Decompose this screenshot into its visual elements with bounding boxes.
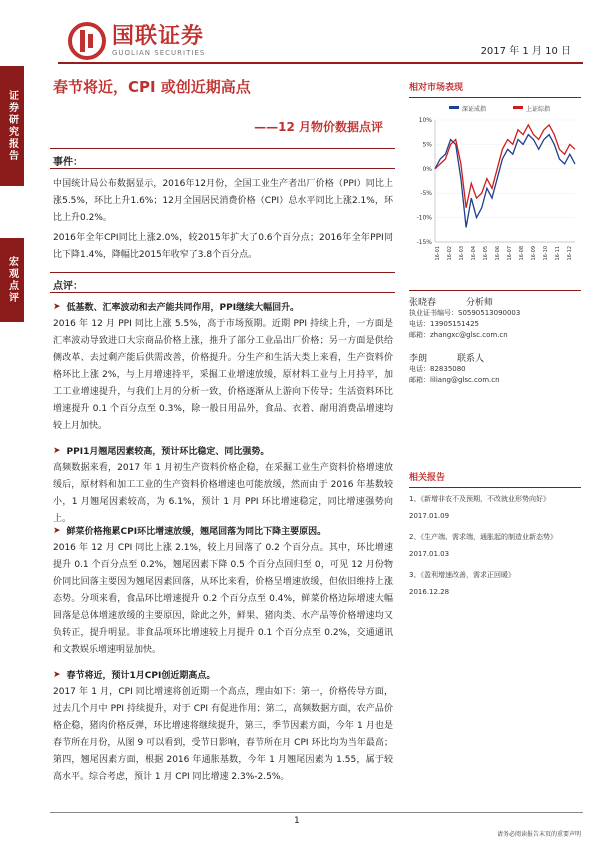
report-title: 春节将近，CPI 或创近期高点 [53, 78, 251, 96]
panel-divider [409, 487, 581, 488]
x-tick-label: 16-05 [483, 246, 489, 261]
legend-label: 深证成指 [462, 106, 487, 113]
y-tick-label: -10% [416, 214, 432, 222]
related-report-title[interactable]: 1、《新增非农不及预期，不改就业形势向好》 [409, 495, 550, 503]
analyst-1-email[interactable]: 邮箱：zhangxc@glsc.com.cn [409, 331, 508, 339]
arrow-bullet-icon: ➤ [53, 445, 61, 456]
x-tick-label: 16-12 [567, 246, 573, 261]
panel-divider [409, 290, 581, 291]
header-divider [58, 62, 583, 64]
analyst-2-phone: 电话：82835080 [409, 365, 466, 373]
x-tick-label: 16-07 [507, 246, 513, 261]
arrow-bullet-icon: ➤ [53, 301, 61, 312]
disclaimer-note: 请务必阅读报告末页的重要声明 [496, 831, 581, 838]
company-logo [68, 22, 205, 60]
report-subtitle: ——12 月物价数据点评 [254, 120, 383, 134]
series-line [435, 135, 575, 228]
bullet-cpi-peak [53, 668, 215, 681]
series-line [435, 125, 575, 208]
bullet-text: 低基数、汇率波动和去产能共同作用，PPI继续大幅回升。 [66, 303, 300, 313]
x-tick-label: 16-06 [495, 246, 501, 261]
page-number: 1 [294, 816, 300, 826]
arrow-bullet-icon: ➤ [53, 669, 61, 680]
market-performance-panel [409, 80, 581, 276]
legend-swatch [449, 106, 459, 109]
comment-paragraph-1: 2016 年 12 月 PPI 同比上涨 5.5%，高于市场预期。近期 PPI 持续上升，一方面是汇率波动导致进口大宗商品价格上涨，推升了部分工业品出厂价格；另一方面是供给侧改革、去过剩产能后供需改善，价格提升。分生产和生活大类上来看，生产资料价格环比上涨 2%，与上月增速持平，采掘工业增速放缓，原材料工业与上月持平，加工工业增速提升，与我们上月的分析一致，价格逐渐从上游向下传导；生活资料环比增速提升 0.1 个百分点至 0.3%，除一般日用品外，食品、衣着、耐用消费品增速均较上月加快。 [53, 319, 393, 431]
comment-paragraph-2: 高频数据来看，2017 年 1 月初生产资料价格企稳，在采掘工业生产资料价格增速放缓后，原材料和加工工业的生产资料价格增速也可能放缓，然而由于 2016 年基数较小，1 月翘尾因素较高，为 6.1%，预计 1 月 PPI 环比增速稳定，同比增速强势向上。 [53, 463, 393, 524]
related-report-date: 2017.01.03 [409, 550, 450, 558]
related-report-title[interactable]: 2、《生产端、需求端，通胀起的制造业新态势》 [409, 533, 557, 541]
event-paragraph-2: 2016年全年CPI同比上涨2.0%，较2015年扩大了0.6个百分点；2016年全年PPI同比下降1.4%，降幅比2015年收窄了3.8个百分点。 [53, 233, 393, 260]
related-reports-panel [409, 470, 581, 598]
y-tick-label: 5% [422, 141, 432, 149]
x-tick-label: 16-04 [471, 246, 477, 261]
bullet-text: 春节将近，预计1月CPI创近期高点。 [66, 671, 216, 681]
side-tab-research-report: 证券研究报告 [0, 66, 24, 186]
event-heading: 事件： [53, 157, 83, 168]
related-reports-heading: 相关报告 [409, 473, 446, 483]
related-report-date: 2017.01.09 [409, 512, 450, 520]
bullet-ppi-january [53, 444, 269, 457]
x-tick-label: 16-11 [555, 246, 561, 261]
analyst-1-role: 分析师 [466, 298, 494, 308]
analyst-1-cert: 执业证书编号：S0590513090003 [409, 309, 521, 317]
footer-divider [50, 812, 583, 813]
guolian-logo-icon [68, 22, 106, 60]
analyst-2-role: 联系人 [457, 354, 485, 364]
side-gap [0, 186, 24, 238]
x-tick-label: 16-10 [543, 246, 549, 261]
report-date: 2017 年 1 月 10 日 [480, 46, 571, 57]
market-performance-heading: 相对市场表现 [409, 83, 464, 93]
legend-label: 上证综指 [526, 106, 551, 113]
section-divider [50, 148, 395, 149]
y-tick-label: 10% [418, 117, 432, 124]
bullet-text: PPI1月翘尾因素较高，预计环比稳定、同比强势。 [66, 447, 270, 457]
y-tick-label: -5% [420, 190, 432, 198]
analyst-1-name: 张晓春 [409, 298, 437, 308]
x-tick-label: 16-09 [531, 246, 537, 261]
section-divider [50, 168, 395, 169]
x-tick-label: 16-02 [447, 246, 453, 261]
related-report-title[interactable]: 3、《盈利增速改善，需求正回暖》 [409, 571, 515, 579]
y-tick-label: -15% [416, 239, 432, 246]
analyst-1-phone: 电话：13905151425 [409, 320, 479, 328]
market-performance-chart [409, 102, 581, 272]
legend-swatch [513, 106, 523, 109]
panel-divider [409, 97, 581, 98]
section-divider [50, 292, 395, 293]
x-tick-label: 16-03 [459, 246, 465, 261]
logo-en-text: GUOLIAN SECURITIES [112, 49, 206, 57]
comment-paragraph-3: 2016 年 12 月 CPI 同比上涨 2.1%，较上月回落了 0.2 个百分点。其中，环比增速提升 0.1 个百分点至 0.2%，翘尾因素下降 0.5 个百分点回归至 0，可见 12 月份物价同比回落主要因为翘尾因素回落，从环比来看，价格呈增速放缓，但依旧维持上涨态势。分项来看，食品环比增速提升 0.2 个百分点至 0.4%，鲜菜价格边际增速大幅回落是总体增速放缓的主要原因，除此之外，鲜果、猪肉类、水产品等价格增速均又负转正，提升明显。非食品项环比增速较上月提升 0.1 个百分点至 0.2%，交通通讯和文教娱乐增速明显加快。 [53, 543, 393, 655]
bullet-text: 鲜菜价格拖累CPI环比增速放缓，翘尾回落为同比下降主要原因。 [66, 527, 327, 537]
section-divider [50, 272, 395, 273]
logo-cn-text: 国联证券 [112, 24, 205, 49]
analyst-2-email[interactable]: 邮箱：liliang@glsc.com.cn [409, 376, 500, 384]
arrow-bullet-icon: ➤ [53, 525, 61, 536]
y-tick-label: 0% [422, 165, 432, 173]
related-report-date: 2016.12.28 [409, 588, 450, 596]
event-paragraph-1: 中国统计局公布数据显示，2016年12月份，全国工业生产者出厂价格（PPI）同比上涨5.5%，环比上升1.6%；12月全国居民消费价格（CPI）总水平同比上涨2.1%，环比上升0.2%。 [53, 179, 393, 223]
comment-paragraph-4: 2017 年 1 月，CPI 同比增速将创近期一个高点，理由如下：第一，价格传导方面，过去几个月中 PPI 持续提升，对于 CPI 有促进作用；第二，高频数据方面，农产品价格企稳，猪肉价格反弹，环比增速将继续提升，第三，季节因素方面，今年 1 月也是春节所在月份，从图 9 可以看到，受节日影响，春节所在月 CPI 环比均为当年最高；第四，翘尾因素方面，根据 2016 年通胀基数，今年 1 月翘尾因素为 1.55，属于较高水平。综合考虑，预计 1 月 CPI 同比增速 2.3%-2.5%。 [53, 687, 393, 782]
bullet-ppi-rebound [53, 300, 299, 313]
analysts-panel [409, 290, 581, 386]
x-tick-label: 16-08 [519, 246, 525, 261]
x-tick-label: 16-01 [435, 246, 441, 261]
comment-heading: 点评： [53, 281, 83, 292]
analyst-2-name: 李朗 [409, 354, 428, 364]
side-tab-macro-comment: 宏观点评 [0, 238, 24, 322]
bullet-cpi-vegetables [53, 524, 326, 537]
